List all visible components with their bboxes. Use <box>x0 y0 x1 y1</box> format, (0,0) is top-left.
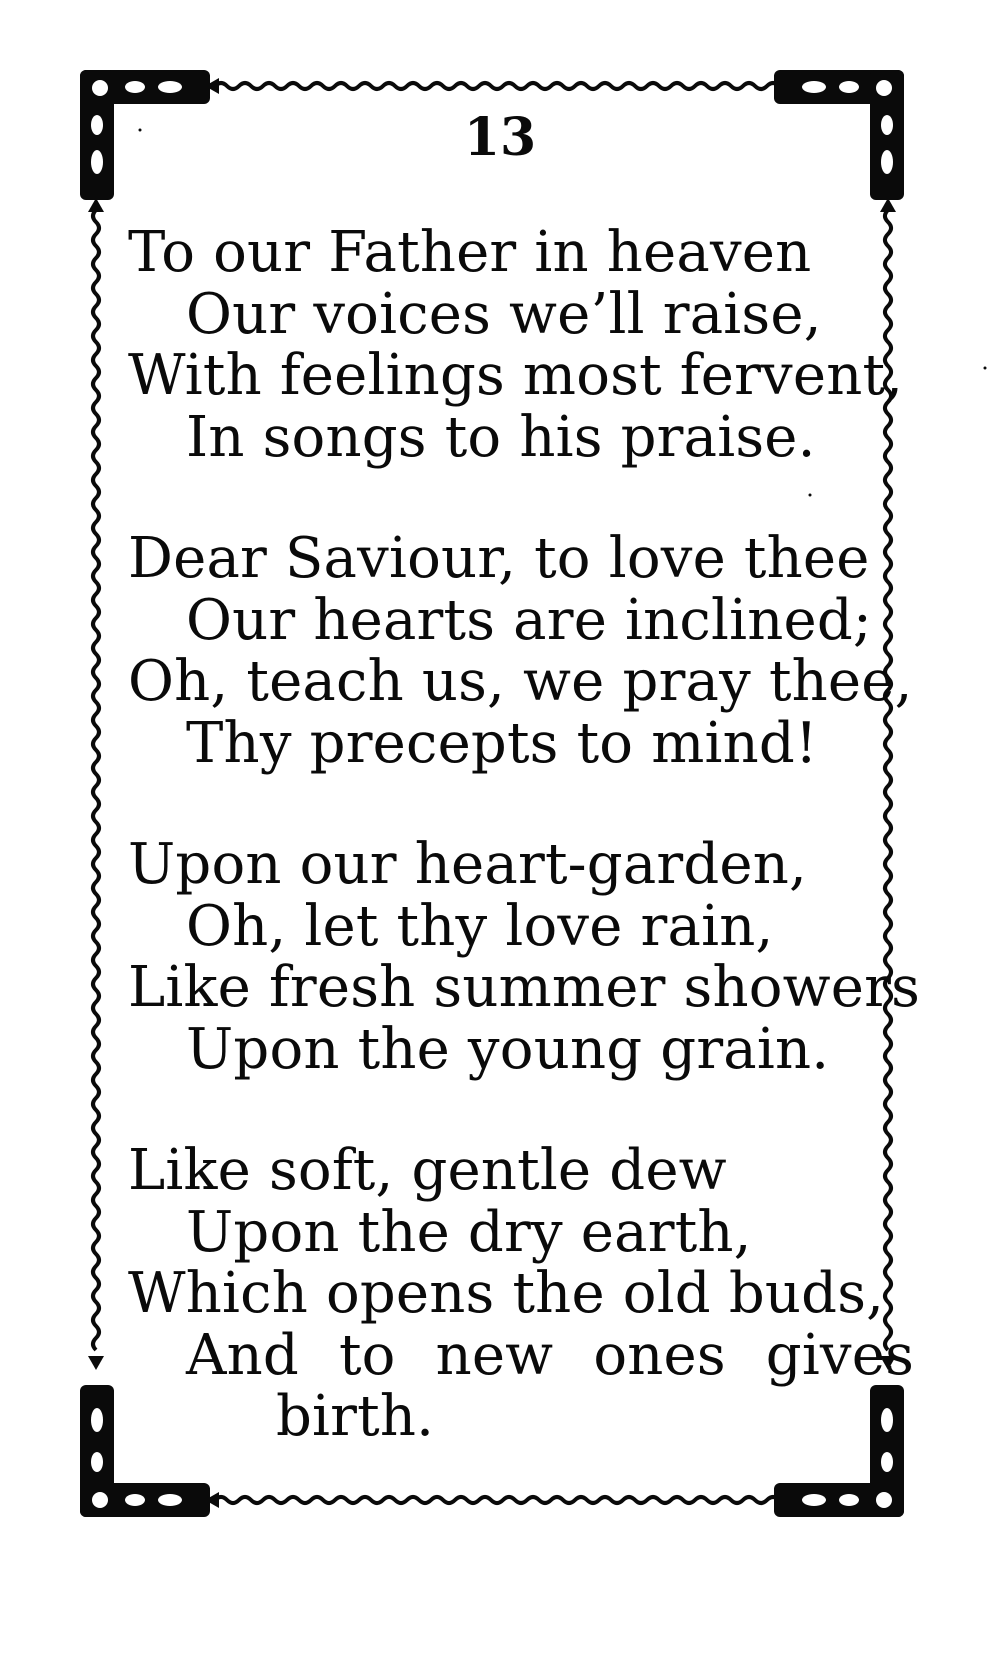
poem-line: Upon the young grain. <box>186 1016 830 1082</box>
stanza <box>128 1138 915 1449</box>
left-top-arrowhead <box>88 198 104 212</box>
stanza <box>128 526 913 776</box>
right-top-arrowhead <box>880 198 896 212</box>
poem-line: Dear Saviour, to love thee <box>128 526 870 591</box>
poem-line: Upon the dry earth, <box>186 1199 752 1265</box>
poem-line: Our voices we’ll raise, <box>186 281 822 347</box>
poem-line: And to new ones gives <box>186 1322 915 1388</box>
poem-line: Our hearts are inclined; <box>186 587 872 653</box>
stanza <box>128 832 921 1082</box>
poem-line: Like fresh summer showers <box>128 955 921 1020</box>
poem-line: Oh, teach us, we pray thee, <box>128 649 913 714</box>
poem-line: Thy precepts to mind! <box>186 710 818 776</box>
poem <box>128 220 921 1508</box>
top-wavy-rule <box>215 83 791 89</box>
poem-line: To our Father in heaven <box>128 220 812 285</box>
poem-line: In songs to his praise. <box>186 404 816 470</box>
poem-line: Which opens the old buds, <box>128 1261 885 1326</box>
stanza <box>128 222 908 468</box>
page-number: 13 <box>463 107 537 168</box>
poem-line: Like soft, gentle dew <box>128 1138 727 1203</box>
poem-line: With feelings most fervent, <box>128 343 904 408</box>
poem-line: birth. <box>276 1384 435 1449</box>
left-wavy-rule <box>93 210 99 1350</box>
left-bottom-arrowhead <box>88 1356 104 1370</box>
poem-line: Upon our heart-garden, <box>128 832 808 897</box>
poem-line: Oh, let thy love rain, <box>186 893 774 959</box>
